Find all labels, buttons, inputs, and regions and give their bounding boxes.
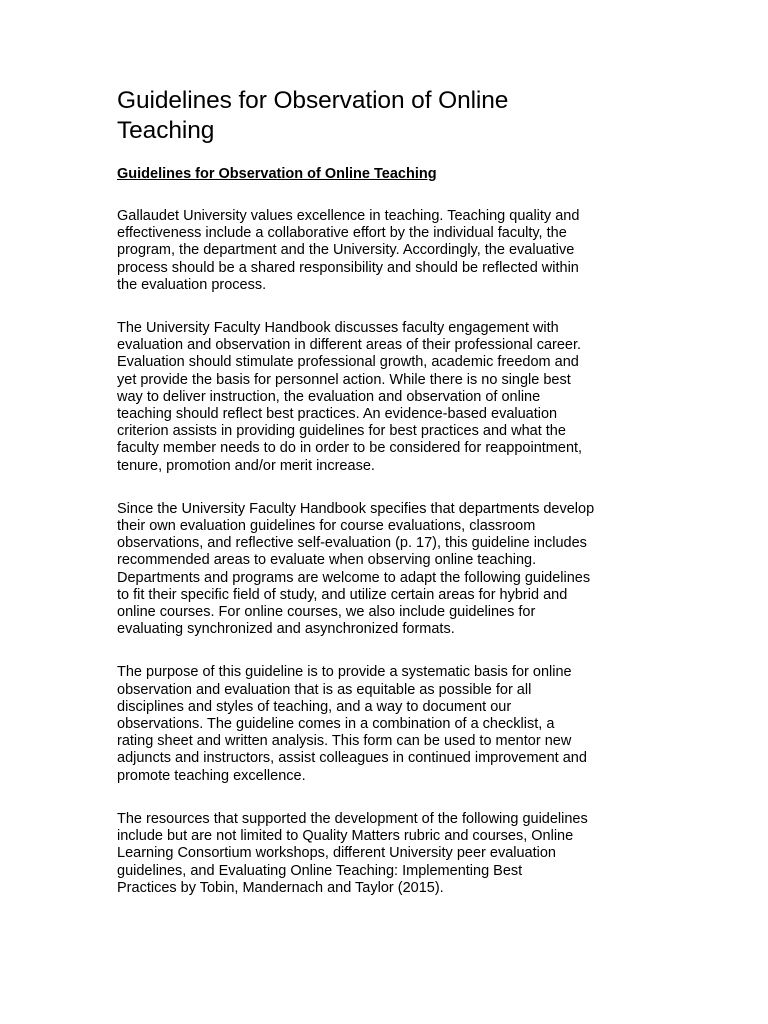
text-line: Gallaudet University values excellence in teaching. Teaching quality and — [117, 208, 580, 224]
paragraph-departments — [117, 501, 668, 639]
text-line: way to deliver instruction, the evaluation and observation of online — [117, 388, 541, 405]
text-line: tenure, promotion and/or merit increase. — [117, 457, 375, 474]
text-line: recommended areas to evaluate when observing online teaching. — [117, 552, 537, 569]
text-line: evaluation and observation in different areas of their professional career. — [117, 337, 582, 354]
text-line: observations. The guideline comes in a combination of a checklist, a — [117, 716, 555, 733]
text-line: the evaluation process. — [117, 276, 267, 293]
text-line: adjuncts and instructors, assist colleagues in continued improvement and — [117, 750, 587, 767]
document-title-line: Guidelines for Observation of Online — [117, 87, 509, 114]
text-line: faculty member needs to do in order to be considered for reappointment, — [117, 440, 583, 457]
paragraph-handbook — [117, 320, 668, 475]
text-line: promote teaching excellence. — [117, 767, 306, 784]
section-heading: Guidelines for Observation of Online Teaching — [117, 166, 437, 182]
document-title — [117, 86, 668, 146]
text-line: Departments and programs are welcome to adapt the following guidelines — [117, 569, 591, 586]
text-line: observations, and reflective self-evaluation (p. 17), this guideline includes — [117, 535, 587, 552]
text-line: Practices by Tobin, Mandernach and Taylor (2015). — [117, 879, 444, 896]
text-line: to fit their specific field of study, and utilize certain areas for hybrid and — [117, 586, 568, 603]
text-line: include but are not limited to Quality Matters rubric and courses, Online — [117, 828, 574, 845]
paragraph-resources — [117, 811, 668, 897]
text-line: The resources that supported the development of the following guidelines — [117, 810, 588, 827]
text-line: The purpose of this guideline is to provide a systematic basis for online — [117, 664, 572, 681]
text-line: process should be a shared responsibility and should be reflected within — [117, 259, 579, 276]
text-line: online courses. For online courses, we also include guidelines for — [117, 604, 536, 621]
text-line: Since the University Faculty Handbook specifies that departments develop — [117, 500, 595, 517]
text-line: program, the department and the University. Accordingly, the evaluative — [117, 242, 575, 259]
text-line: their own evaluation guidelines for course evaluations, classroom — [117, 518, 536, 535]
text-line: observation and evaluation that is as equitable as possible for all — [117, 681, 532, 698]
text-line: Evaluation should stimulate professional growth, academic freedom and — [117, 354, 579, 371]
document-title-line: Teaching — [117, 117, 215, 144]
text-line: effectiveness include a collaborative effort by the individual faculty, the — [117, 225, 567, 242]
text-line: rating sheet and written analysis. This form can be used to mentor new — [117, 733, 572, 750]
text-line: yet provide the basis for personnel action. While there is no single best — [117, 371, 571, 388]
paragraph-intro — [117, 208, 668, 294]
text-line: evaluating synchronized and asynchronized formats. — [117, 621, 455, 638]
text-line: teaching should reflect best practices. An evidence-based evaluation — [117, 406, 558, 423]
text-line: The University Faculty Handbook discusses faculty engagement with — [117, 320, 559, 337]
text-line: criterion assists in providing guidelines for best practices and what the — [117, 423, 566, 440]
text-line: disciplines and styles of teaching, and a way to document our — [117, 698, 512, 715]
paragraph-purpose — [117, 664, 668, 784]
text-line: guidelines, and Evaluating Online Teaching: Implementing Best — [117, 862, 523, 879]
text-line: Learning Consortium workshops, different University peer evaluation — [117, 845, 556, 862]
